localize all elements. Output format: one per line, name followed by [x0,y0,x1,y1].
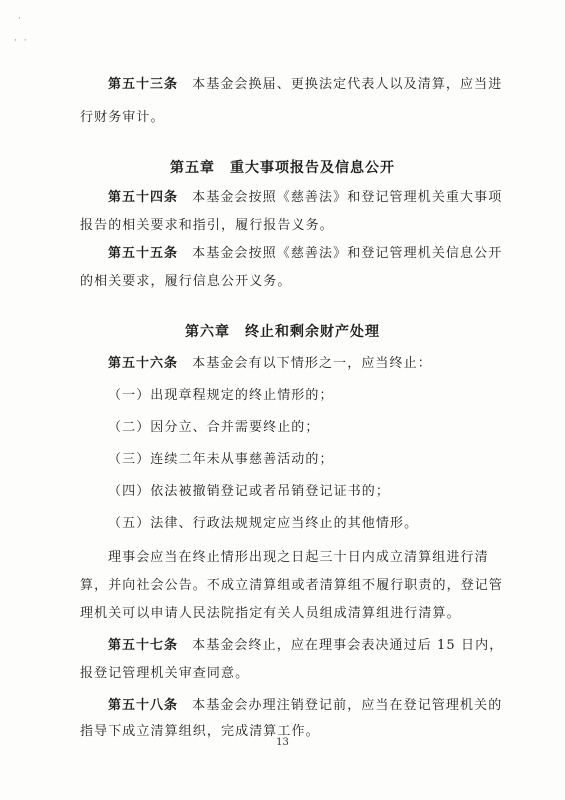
article-57-title: 第五十七条 [108,638,179,653]
article-54-line-1 [108,189,520,207]
article-56-text: 本基金会有以下情形之一，应当终止： [192,356,432,371]
article-54-line-2: 报告的相关要求和指引，履行报告义务。 [80,218,334,233]
chapter-5-heading: 第五章 重大事项报告及信息公开 [170,160,395,176]
paragraph-line-1: 理事会应当在终止情形出现之日起三十日内成立清算组进行清 [108,550,489,565]
article-56-line-1 [108,355,520,373]
article-57-line-2: 报登记管理机关审查同意。 [80,666,250,681]
list-item: （四）依法被撤销登记或者吊销登记证书的； [108,484,391,499]
article-53-title: 第五十三条 [108,77,179,92]
article-56-title: 第五十六条 [108,356,179,371]
paragraph-line-3: 理机关可以申请人民法院指定有关人员组成清算组进行清算。 [80,606,461,621]
list-item: （三）连续二年未从事慈善活动的； [108,452,334,467]
article-55-line-1 [108,245,520,263]
scan-speck: · [18,14,23,24]
page-number: 13 [276,737,289,748]
article-55-text: 本基金会按照《慈善法》和登记管理机关信息公开 [192,246,503,261]
article-53-line-2: 行财务审计。 [80,110,165,125]
article-53-line-1 [108,76,520,94]
article-53-text: 本基金会换届、更换法定代表人以及清算，应当进 [192,77,503,92]
article-55-line-2: 的相关要求，履行信息公开义务。 [80,274,292,289]
article-58-title: 第五十八条 [108,698,179,713]
list-item: （二）因分立、合并需要终止的； [108,420,320,435]
paragraph-line-2: 算，并向社会公告。不成立清算组或者清算组不履行职责的，登记管 [80,578,504,593]
article-58-line-1 [108,697,520,715]
article-57-text: 本基金会终止，应在理事会表决通过后 15 日内， [192,638,504,653]
list-item: （一）出现章程规定的终止情形的； [108,388,334,403]
article-54-text: 本基金会按照《慈善法》和登记管理机关重大事项 [192,190,503,205]
article-57-line-1 [108,637,520,655]
article-54-title: 第五十四条 [108,190,179,205]
article-58-line-2: 指导下成立清算组织，完成清算工作。 [80,724,320,739]
list-item: （五）法律、行政法规规定应当终止的其他情形。 [108,516,419,531]
chapter-6-heading: 第六章 终止和剩余财产处理 [185,324,380,340]
article-58-text: 本基金会办理注销登记前，应当在登记管理机关的 [192,698,503,713]
article-55-title: 第五十五条 [108,246,179,261]
scan-speck: · · [14,36,29,46]
